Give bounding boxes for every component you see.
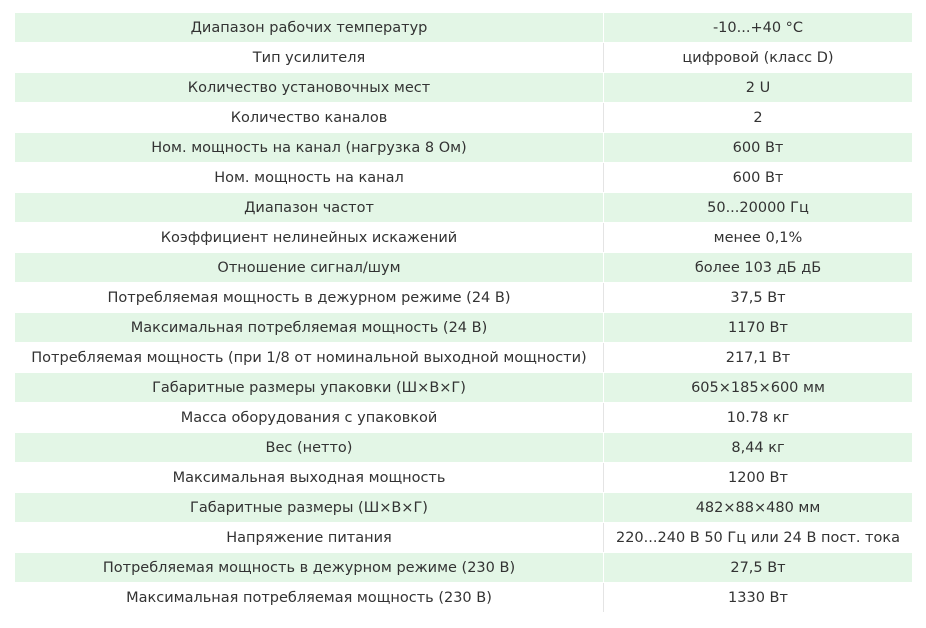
- spec-value: 220...240 В 50 Гц или 24 В пост. тока: [604, 523, 913, 553]
- spec-parameter: Максимальная потребляемая мощность (24 В): [15, 313, 604, 343]
- spec-value: 1170 Вт: [604, 313, 913, 343]
- spec-row: [15, 343, 912, 373]
- spec-value: 482×88×480 мм: [604, 493, 913, 523]
- spec-parameter: Количество каналов: [15, 103, 604, 133]
- spec-row: [15, 133, 912, 163]
- spec-parameter: Габаритные размеры (Ш×В×Г): [15, 493, 604, 523]
- spec-value: 1200 Вт: [604, 463, 913, 493]
- spec-value: 10.78 кг: [604, 403, 913, 433]
- spec-parameter: Максимальная потребляемая мощность (230 В): [15, 583, 604, 613]
- spec-row: [15, 493, 912, 523]
- spec-row: [15, 253, 912, 283]
- specifications-table: [15, 13, 912, 613]
- spec-value: 600 Вт: [604, 163, 913, 193]
- spec-row: [15, 553, 912, 583]
- spec-row: [15, 523, 912, 553]
- spec-parameter: Вес (нетто): [15, 433, 604, 463]
- spec-parameter: Габаритные размеры упаковки (Ш×В×Г): [15, 373, 604, 403]
- spec-value: 2: [604, 103, 913, 133]
- spec-parameter: Диапазон рабочих температур: [15, 13, 604, 43]
- spec-parameter: Напряжение питания: [15, 523, 604, 553]
- spec-value: 37,5 Вт: [604, 283, 913, 313]
- spec-parameter: Масса оборудования с упаковкой: [15, 403, 604, 433]
- spec-value: 1330 Вт: [604, 583, 913, 613]
- spec-value: 27,5 Вт: [604, 553, 913, 583]
- spec-row: [15, 73, 912, 103]
- spec-value: 217,1 Вт: [604, 343, 913, 373]
- spec-parameter: Коэффициент нелинейных искажений: [15, 223, 604, 253]
- spec-value: 600 Вт: [604, 133, 913, 163]
- spec-row: [15, 313, 912, 343]
- spec-value: 605×185×600 мм: [604, 373, 913, 403]
- spec-row: [15, 13, 912, 43]
- spec-row: [15, 283, 912, 313]
- spec-row: [15, 583, 912, 613]
- spec-row: [15, 223, 912, 253]
- spec-row: [15, 433, 912, 463]
- spec-value: цифровой (класс D): [604, 43, 913, 73]
- spec-parameter: Потребляемая мощность (при 1/8 от номинальной выходной мощности): [15, 343, 604, 373]
- spec-parameter: Ном. мощность на канал (нагрузка 8 Ом): [15, 133, 604, 163]
- spec-parameter: Тип усилителя: [15, 43, 604, 73]
- spec-row: [15, 193, 912, 223]
- spec-parameter: Ном. мощность на канал: [15, 163, 604, 193]
- spec-row: [15, 163, 912, 193]
- spec-row: [15, 403, 912, 433]
- spec-row: [15, 373, 912, 403]
- spec-parameter: Диапазон частот: [15, 193, 604, 223]
- spec-value: 2 U: [604, 73, 913, 103]
- spec-parameter: Потребляемая мощность в дежурном режиме (230 В): [15, 553, 604, 583]
- spec-value: 50...20000 Гц: [604, 193, 913, 223]
- spec-row: [15, 43, 912, 73]
- spec-parameter: Потребляемая мощность в дежурном режиме (24 В): [15, 283, 604, 313]
- spec-parameter: Максимальная выходная мощность: [15, 463, 604, 493]
- spec-parameter: Отношение сигнал/шум: [15, 253, 604, 283]
- spec-value: более 103 дБ дБ: [604, 253, 913, 283]
- spec-value: 8,44 кг: [604, 433, 913, 463]
- spec-parameter: Количество установочных мест: [15, 73, 604, 103]
- spec-row: [15, 103, 912, 133]
- spec-value: -10...+40 °С: [604, 13, 913, 43]
- spec-row: [15, 463, 912, 493]
- specifications-table-body: [15, 13, 912, 613]
- spec-value: менее 0,1%: [604, 223, 913, 253]
